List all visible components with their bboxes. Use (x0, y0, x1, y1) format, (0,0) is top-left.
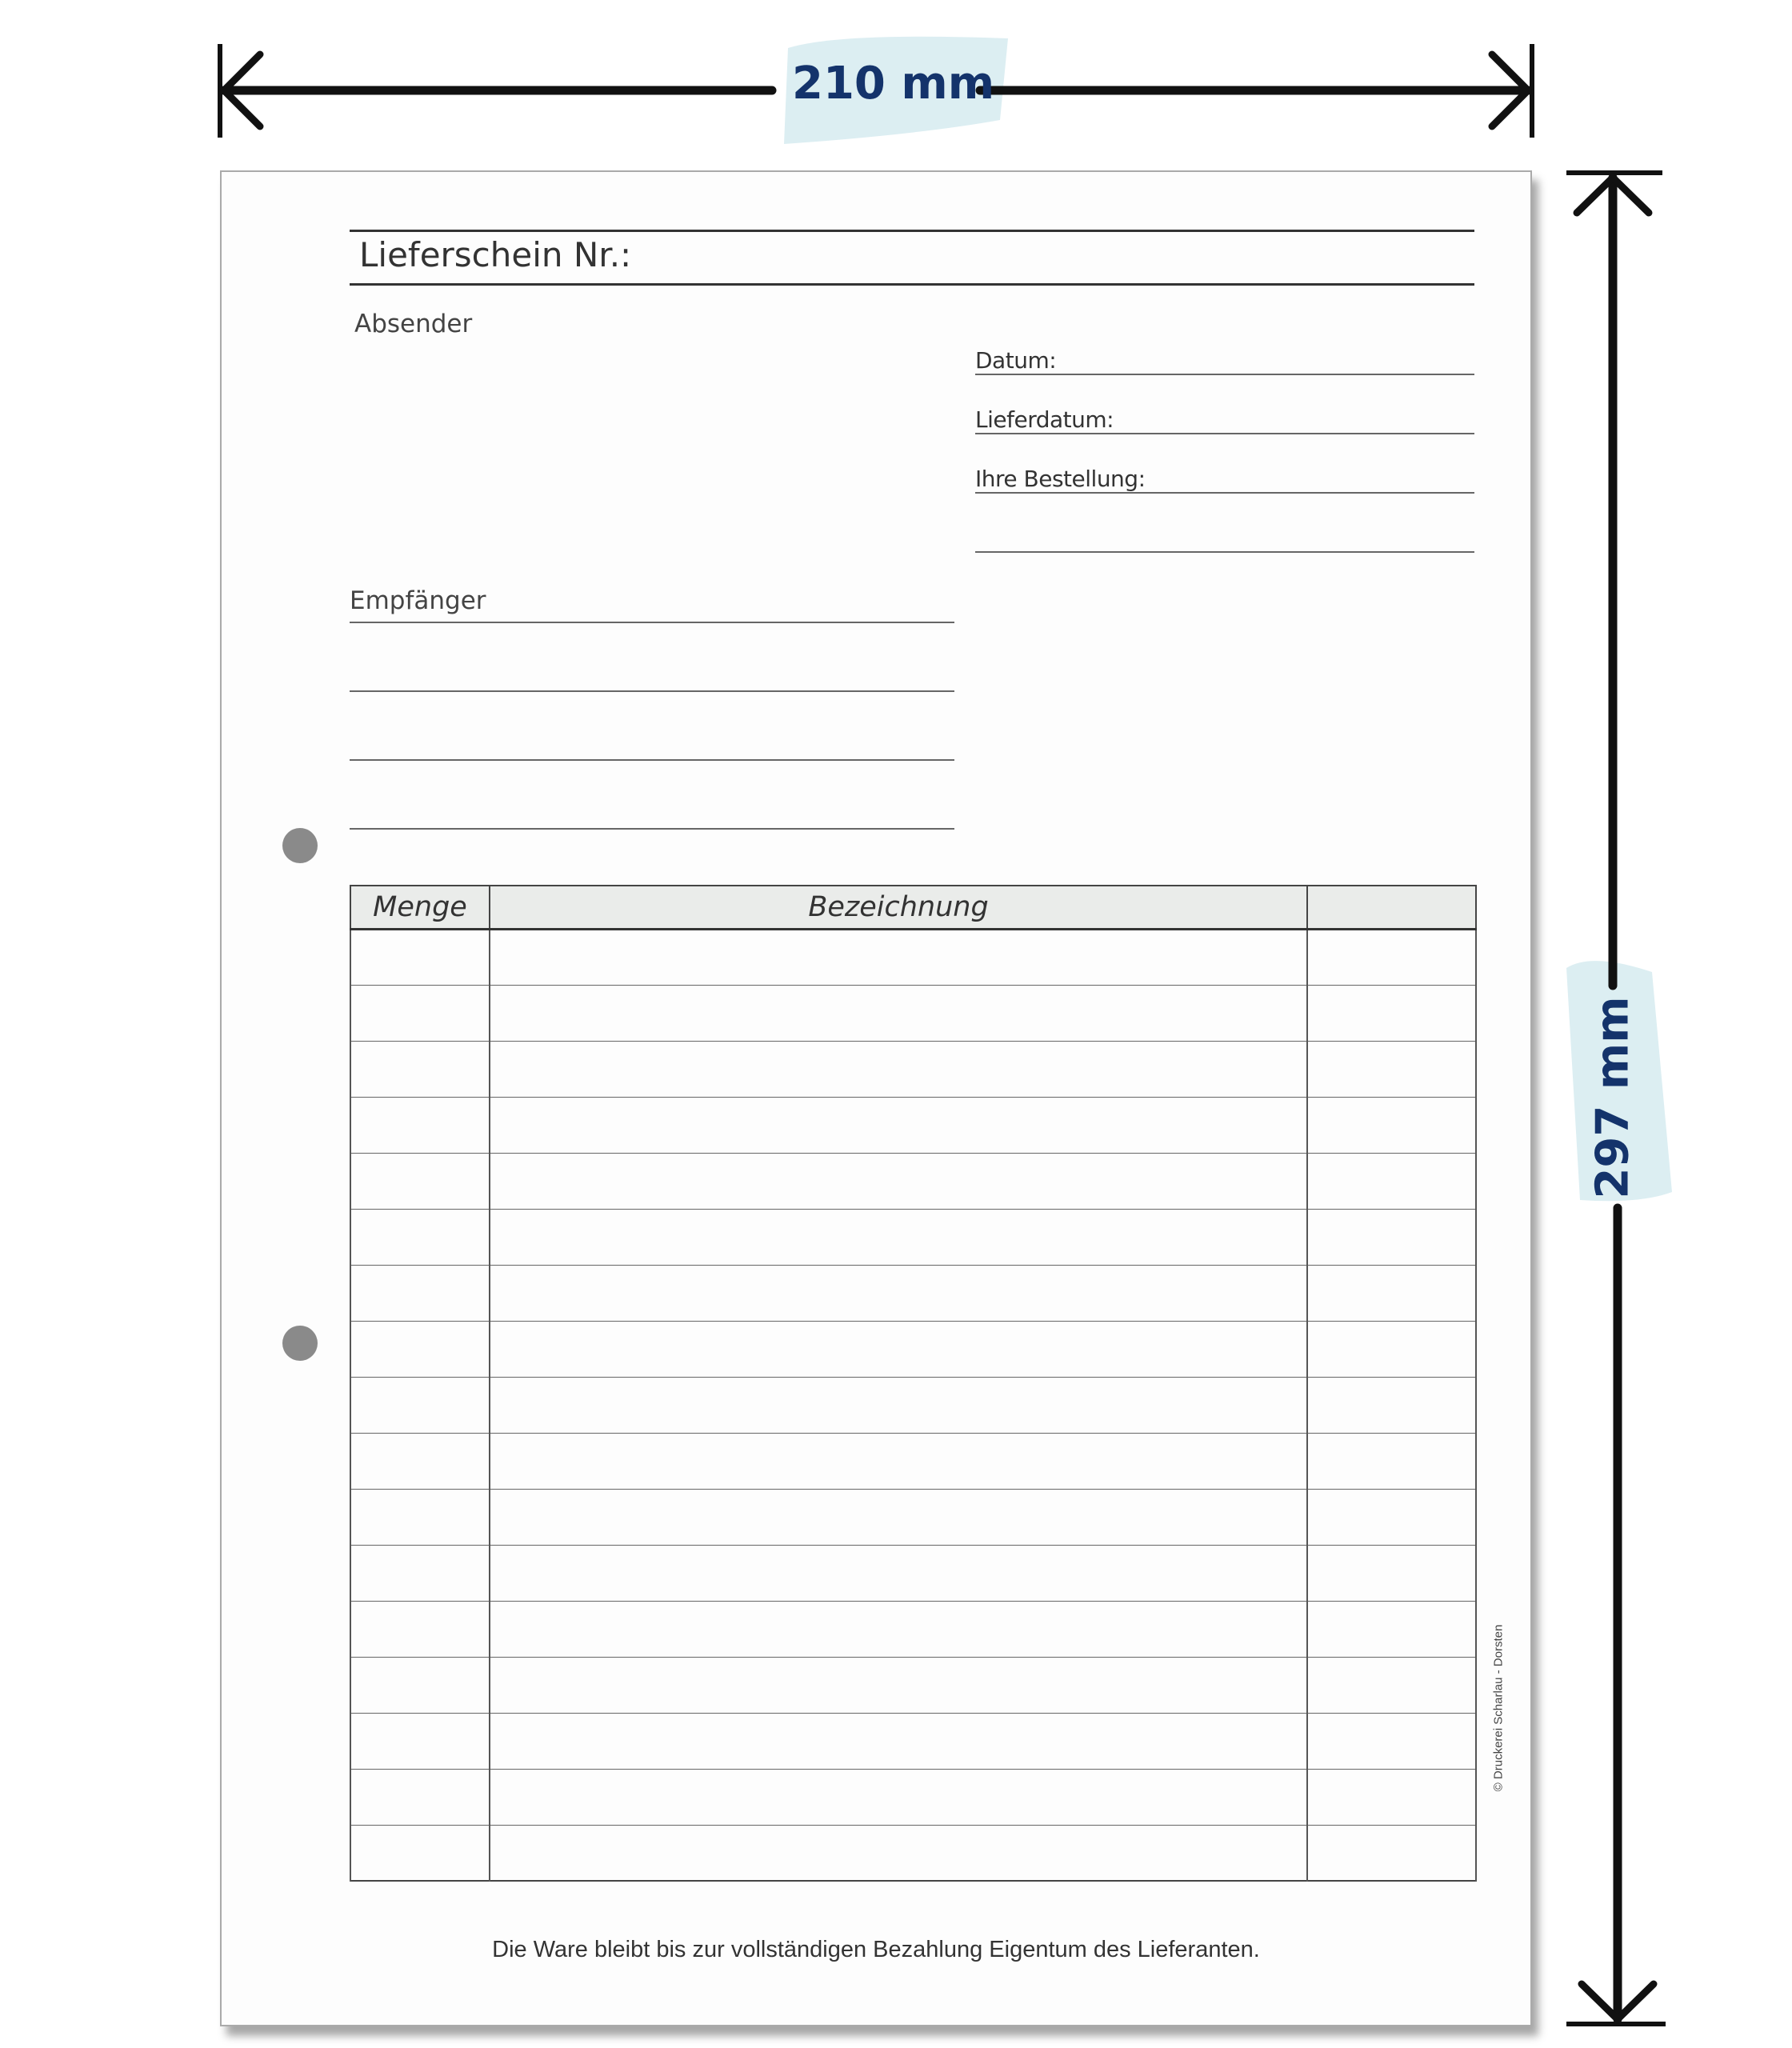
description-cell (490, 1265, 1307, 1321)
description-cell (490, 1041, 1307, 1097)
delivery-note-paper (220, 170, 1532, 2026)
recipient-address-line (350, 759, 954, 761)
column-header-description: Bezeichnung (490, 886, 1307, 929)
table-row (350, 1209, 1476, 1265)
quantity-cell (350, 1377, 490, 1433)
height-dimension-label: 297 mm (1586, 996, 1639, 1199)
extra-cell (1307, 1601, 1476, 1657)
table-row (350, 1097, 1476, 1153)
table-row (350, 1825, 1476, 1881)
recipient-address-line (350, 622, 954, 623)
table-row (350, 985, 1476, 1041)
extra-cell (1307, 1321, 1476, 1377)
table-row (350, 1657, 1476, 1713)
description-cell (490, 1377, 1307, 1433)
description-cell (490, 985, 1307, 1041)
quantity-cell (350, 1433, 490, 1489)
column-header-extra (1307, 886, 1476, 929)
table-row (350, 1545, 1476, 1601)
extra-cell (1307, 1713, 1476, 1769)
quantity-cell (350, 1825, 490, 1881)
extra-cell (1307, 1433, 1476, 1489)
description-cell (490, 1601, 1307, 1657)
order-field-label: Ihre Bestellung: (975, 466, 1146, 492)
description-cell (490, 1489, 1307, 1545)
extra-cell (1307, 1489, 1476, 1545)
quantity-cell (350, 1265, 490, 1321)
description-cell (490, 1825, 1307, 1881)
date-field-label: Datum: (975, 347, 1057, 374)
column-header-quantity: Menge (350, 886, 490, 929)
description-cell (490, 1657, 1307, 1713)
quantity-cell (350, 1041, 490, 1097)
table-row (350, 1377, 1476, 1433)
extra-cell (1307, 1545, 1476, 1601)
table-row (350, 929, 1476, 985)
width-dimension-label: 210 mm (792, 58, 995, 110)
quantity-cell (350, 1153, 490, 1209)
extra-cell (1307, 1041, 1476, 1097)
extra-cell (1307, 1097, 1476, 1153)
delivery-date-field-label: Lieferdatum: (975, 406, 1114, 433)
description-cell (490, 1209, 1307, 1265)
quantity-cell (350, 1601, 490, 1657)
table-header-row (350, 886, 1476, 929)
items-table (350, 885, 1477, 1882)
document-title: Lieferschein Nr.: (359, 235, 632, 274)
title-bar (350, 230, 1474, 286)
extra-cell (1307, 985, 1476, 1041)
delivery-date-field (975, 391, 1474, 434)
items-table-body (350, 929, 1476, 1881)
quantity-cell (350, 1489, 490, 1545)
table-row (350, 1489, 1476, 1545)
extra-cell (1307, 1657, 1476, 1713)
quantity-cell (350, 1769, 490, 1825)
description-cell (490, 929, 1307, 985)
recipient-address-line (350, 828, 954, 830)
order-field (975, 450, 1474, 494)
quantity-cell (350, 985, 490, 1041)
extra-cell (1307, 929, 1476, 985)
description-cell (490, 1153, 1307, 1209)
table-row (350, 1433, 1476, 1489)
recipient-label: Empfänger (350, 586, 486, 615)
recipient-address-line (350, 690, 954, 692)
punch-hole-top (282, 828, 318, 863)
quantity-cell (350, 1545, 490, 1601)
table-row (350, 1153, 1476, 1209)
quantity-cell (350, 929, 490, 985)
extra-cell (1307, 1769, 1476, 1825)
extra-cell (1307, 1377, 1476, 1433)
description-cell (490, 1713, 1307, 1769)
quantity-cell (350, 1321, 490, 1377)
quantity-cell (350, 1097, 490, 1153)
table-row (350, 1265, 1476, 1321)
quantity-cell (350, 1209, 490, 1265)
quantity-cell (350, 1657, 490, 1713)
table-row (350, 1769, 1476, 1825)
blank-field (975, 510, 1474, 553)
quantity-cell (350, 1713, 490, 1769)
extra-cell (1307, 1153, 1476, 1209)
description-cell (490, 1433, 1307, 1489)
table-row (350, 1713, 1476, 1769)
ownership-note: Die Ware bleibt bis zur vollständigen Bezahlung Eigentum des Lieferanten. (492, 1937, 1260, 1962)
extra-cell (1307, 1265, 1476, 1321)
description-cell (490, 1769, 1307, 1825)
table-row (350, 1041, 1476, 1097)
table-row (350, 1321, 1476, 1377)
description-cell (490, 1321, 1307, 1377)
description-cell (490, 1097, 1307, 1153)
date-field (975, 332, 1474, 375)
description-cell (490, 1545, 1307, 1601)
printer-copyright: © Druckerei Scharlau - Dorsten (1491, 1624, 1506, 1792)
sender-label: Absender (354, 310, 473, 338)
extra-cell (1307, 1209, 1476, 1265)
extra-cell (1307, 1825, 1476, 1881)
punch-hole-bottom (282, 1326, 318, 1361)
table-row (350, 1601, 1476, 1657)
